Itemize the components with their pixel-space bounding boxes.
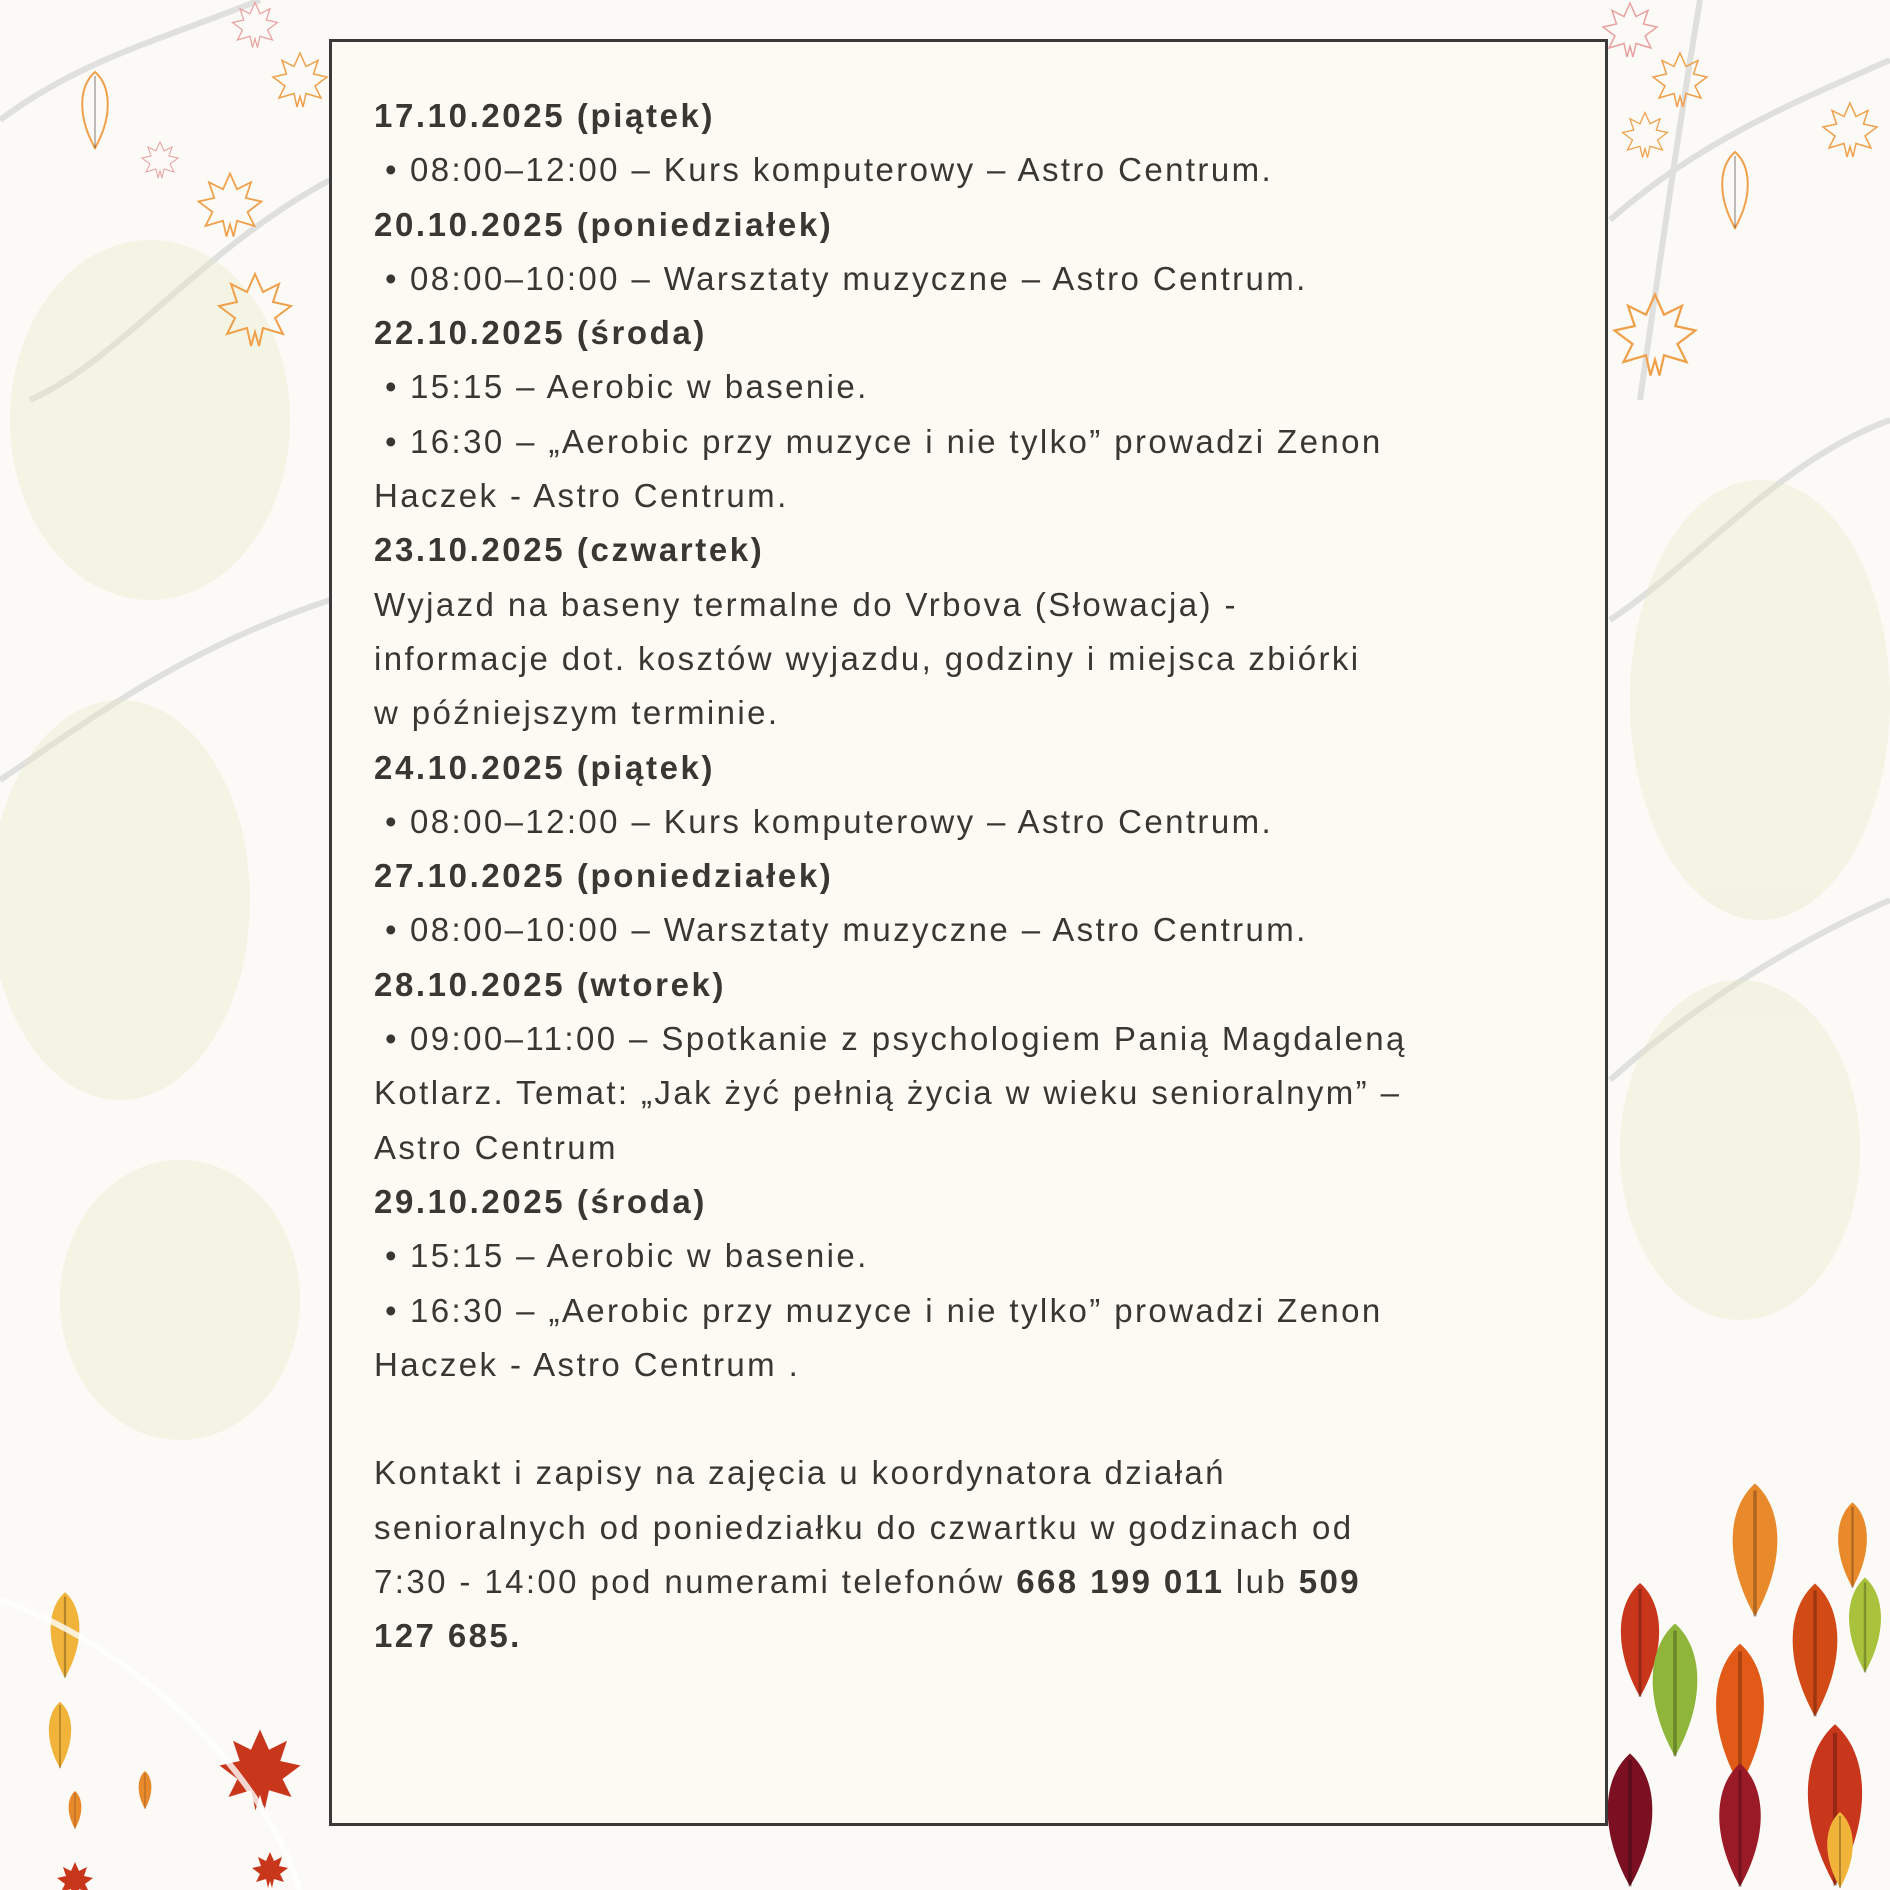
contact-text: 7:30 - 14:00 pod numerami telefonów: [374, 1563, 1017, 1601]
phone-number-continued: 127 685.: [374, 1617, 522, 1655]
event-text-continued: Haczek - Astro Centrum .: [374, 1345, 801, 1383]
event-item: [374, 360, 1554, 414]
bullet-icon: •: [385, 1020, 399, 1058]
day-heading: 20.10.2025 (poniedziałek): [374, 205, 834, 243]
day-heading: 28.10.2025 (wtorek): [374, 965, 727, 1003]
event-text-continued: Haczek - Astro Centrum.: [374, 477, 789, 515]
bullet-icon: •: [385, 259, 399, 297]
bullet-icon: •: [385, 1291, 399, 1329]
event-text: 08:00–10:00 – Warsztaty muzyczne – Astro Centrum.: [410, 911, 1308, 949]
event-paragraph-line: informacje dot. kosztów wyjazdu, godziny i miejsca zbiórki: [374, 639, 1361, 677]
phone-number: 509: [1298, 1563, 1361, 1601]
event-text: 09:00–11:00 – Spotkanie z psychologiem Panią Magdaleną: [410, 1020, 1407, 1058]
bullet-icon: •: [385, 911, 399, 949]
day-heading: 22.10.2025 (środa): [374, 314, 707, 352]
event-text: 08:00–10:00 – Warsztaty muzyczne – Astro Centrum.: [410, 259, 1308, 297]
autumn-leaf-icon: [1615, 53, 1878, 376]
event-item: [374, 903, 1554, 957]
contact-line: senioralnych od poniedziałku do czwartku w godzinach od: [374, 1508, 1354, 1546]
event-item: [374, 795, 1554, 849]
contact-line: Kontakt i zapisy na zajęcia u koordynatora działań: [374, 1454, 1226, 1492]
event-paragraph-line: w późniejszym terminie.: [374, 694, 780, 732]
spacer: [374, 1392, 1554, 1446]
schedule-panel: [329, 39, 1608, 1826]
event-item: [374, 1012, 1554, 1066]
event-text-continued: Kotlarz. Temat: „Jak żyć pełnią życia w wieku senioralnym” –: [374, 1074, 1402, 1112]
bullet-icon: •: [385, 151, 399, 189]
event-text: 08:00–12:00 – Kurs komputerowy – Astro Centrum.: [410, 151, 1274, 189]
bullet-icon: •: [385, 802, 399, 840]
day-heading: 27.10.2025 (poniedziałek): [374, 857, 834, 895]
event-text-continued: Astro Centrum: [374, 1128, 618, 1166]
event-item: [374, 1229, 1554, 1283]
bullet-icon: •: [385, 422, 399, 460]
day-heading: 29.10.2025 (środa): [374, 1182, 707, 1220]
bullet-icon: •: [385, 1237, 399, 1275]
day-heading: 17.10.2025 (piątek): [374, 97, 716, 134]
contact-line: [374, 1555, 1554, 1609]
event-text: 16:30 – „Aerobic przy muzyce i nie tylko” prowadzi Zenon: [410, 422, 1383, 460]
event-text: 15:15 – Aerobic w basenie.: [410, 1237, 869, 1275]
day-heading: 24.10.2025 (piątek): [374, 748, 716, 786]
event-item: [374, 143, 1554, 197]
event-text: 15:15 – Aerobic w basenie.: [410, 368, 869, 406]
schedule-content: [374, 89, 1554, 1664]
contact-text: lub: [1224, 1563, 1299, 1601]
event-paragraph-line: Wyjazd na baseny termalne do Vrbova (Słowacja) -: [374, 585, 1238, 623]
phone-number: 668 199 011: [1016, 1563, 1225, 1601]
event-item: [374, 1284, 1554, 1338]
event-text: 16:30 – „Aerobic przy muzyce i nie tylko” prowadzi Zenon: [410, 1291, 1383, 1329]
day-heading: 23.10.2025 (czwartek): [374, 531, 765, 569]
event-item: [374, 252, 1554, 306]
bullet-icon: •: [385, 368, 399, 406]
event-item: [374, 415, 1554, 469]
event-text: 08:00–12:00 – Kurs komputerowy – Astro Centrum.: [410, 802, 1274, 840]
